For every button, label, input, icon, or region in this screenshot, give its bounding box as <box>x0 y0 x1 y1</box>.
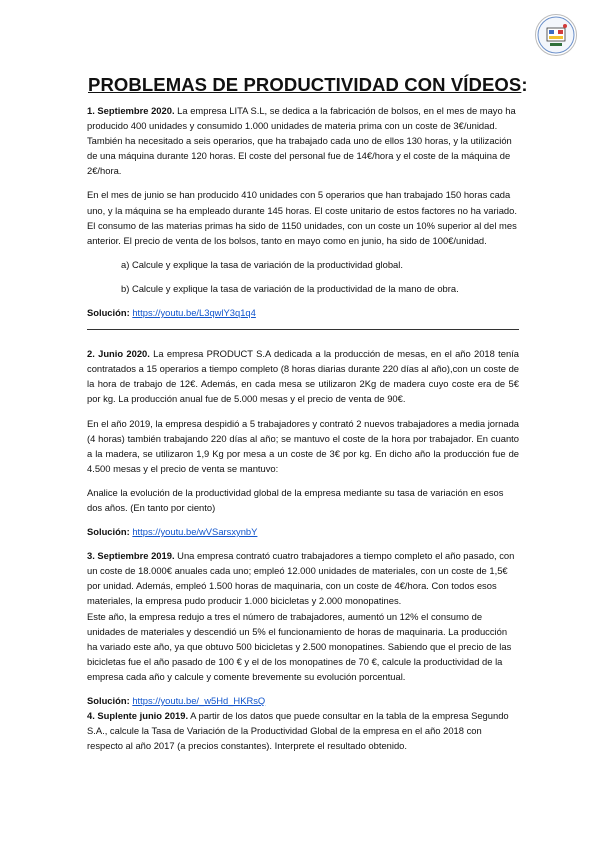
problem-1-question-b: b) Calcule y explique la tasa de variación de la productividad de la mano de obra. <box>121 282 459 294</box>
problem-1-solution: Solución: https://youtu.be/L3qwlY3q1q4 <box>87 307 256 319</box>
problem-2-solution: Solución: https://youtu.be/wVSarsxynbY <box>87 526 258 538</box>
problem-1-solution-link[interactable]: https://youtu.be/L3qwlY3q1q4 <box>132 307 256 319</box>
problem-1-question-a: a) Calcule y explique la tasa de variación de la productividad global. <box>121 258 403 270</box>
problem-1-paragraph-1: 1. Septiembre 2020. La empresa LITA S.L, se dedica a la fabricación de bolsos, en el mes de mayo ha producido 400 unidades y consumido 1.000 unidades de materia prima con un coste de 3€/unidad. También ha necesitado a seis operarios, que ha trabajado cada uno de ellos 130 horas, y la utilización de una máquina durante 120 horas. El coste del personal fue de 14€/hora y el coste de la máquina de 2€/hora. <box>87 105 516 177</box>
problem-3-paragraph-2: Este año, la empresa redujo a tres el número de trabajadores, aumentó un 12% el consumo de unidades de materiales y descendió un 5% el funcionamiento de horas de maquinaria. La producción ha variado este año, ya que obtuvo 500 bicicletas y 2.500 monopatines. Sabiendo que el precio de las bicicletas fue el año pasado de 100 € y el de los monopatines de 70 €, calcule la productividad de la empresa cada año y calcule y comente brevemente su evolución porcentual. <box>87 610 512 682</box>
divider <box>87 329 519 330</box>
problem-2-solution-link[interactable]: https://youtu.be/wVSarsxynbY <box>132 526 258 538</box>
school-logo-icon <box>535 14 577 56</box>
problem-3-paragraph-1: 3. Septiembre 2019. Una empresa contrató cuatro trabajadores a tiempo completo el año pasado, con un coste de 18.000€ anuales cada uno; empleó 12.000 unidades de materiales, con un coste de 1,5€ por unidad. Además, empleó 1.500 horas de maquinaria, con un coste de 4€/hora. Con todos esos materiales, la empresa pudo producir 1.000 bicicletas y 2.000 monopatines. <box>87 550 515 607</box>
problem-2-paragraph-2: En el año 2019, la empresa despidió a 5 trabajadores y contrató 2 nuevos trabajadores a media jornada (4 horas) también trabajando 220 días al año; se mantuvo el coste de la hora por trabajador. En cuanto a la madera, se utilizaron 1,9 Kg por mesa a un coste de 3€ por kg. En dicho año la producción fue de 4.500 mesas y el precio de venta se mantuvo: <box>87 417 519 474</box>
problem-heading: 2. Junio 2020. <box>87 348 150 360</box>
problem-3-solution: Solución: https://youtu.be/_w5Hd_HKRsQ <box>87 695 266 706</box>
problem-heading: 1. Septiembre 2020. <box>87 105 175 116</box>
problem-heading: 4. Suplente junio 2019. <box>87 710 189 722</box>
page-title: PROBLEMAS DE PRODUCTIVIDAD CON VÍDEOS: <box>88 74 528 95</box>
problem-1-paragraph-2: En el mes de junio se han producido 410 unidades con 5 operarios que han trabajado 150 horas cada uno, y la máquina se ha empleado durante 145 horas. El coste unitario de estos factores no ha variado. El consumo de las materias primas ha sido de 1150 unidades, con un coste un 10% superior al del mes anterior. El precio de venta de los bolsos, tanto en mayo como en junio, ha sido de 100€/unidad. <box>87 189 517 246</box>
problem-3-solution-link[interactable]: https://youtu.be/_w5Hd_HKRsQ <box>132 695 266 706</box>
problem-2-paragraph-1: 2. Junio 2020. La empresa PRODUCT S.A dedicada a la producción de mesas, en el año 2018 tenía contratados a 15 operarios a tiempo completo (8 horas diarias durante 220 días al año),con un coste de la hora de trabajo de 12€. Además, en cada mesa se utilizaron 2Kg de madera cuyo coste era de 5€ por kg. La producción anual fue de 5.000 mesas y el precio de venta de 90€. <box>87 348 519 405</box>
problem-4-paragraph-1: 4. Suplente junio 2019. A partir de los datos que puede consultar en la tabla de la empresa Segundo S.A., calcule la Tasa de Variación de la Productividad Global de la empresa en el año 2018 con respecto al año 2017 (a precios constantes). Interprete el resultado obtenido. <box>87 710 509 752</box>
problem-heading: 3. Septiembre 2019. <box>87 550 175 562</box>
document-body <box>87 103 519 762</box>
problem-2-paragraph-3: Analice la evolución de la productividad global de la empresa mediante su tasa de variación en esos dos años. (En tanto por ciento) <box>87 486 504 513</box>
